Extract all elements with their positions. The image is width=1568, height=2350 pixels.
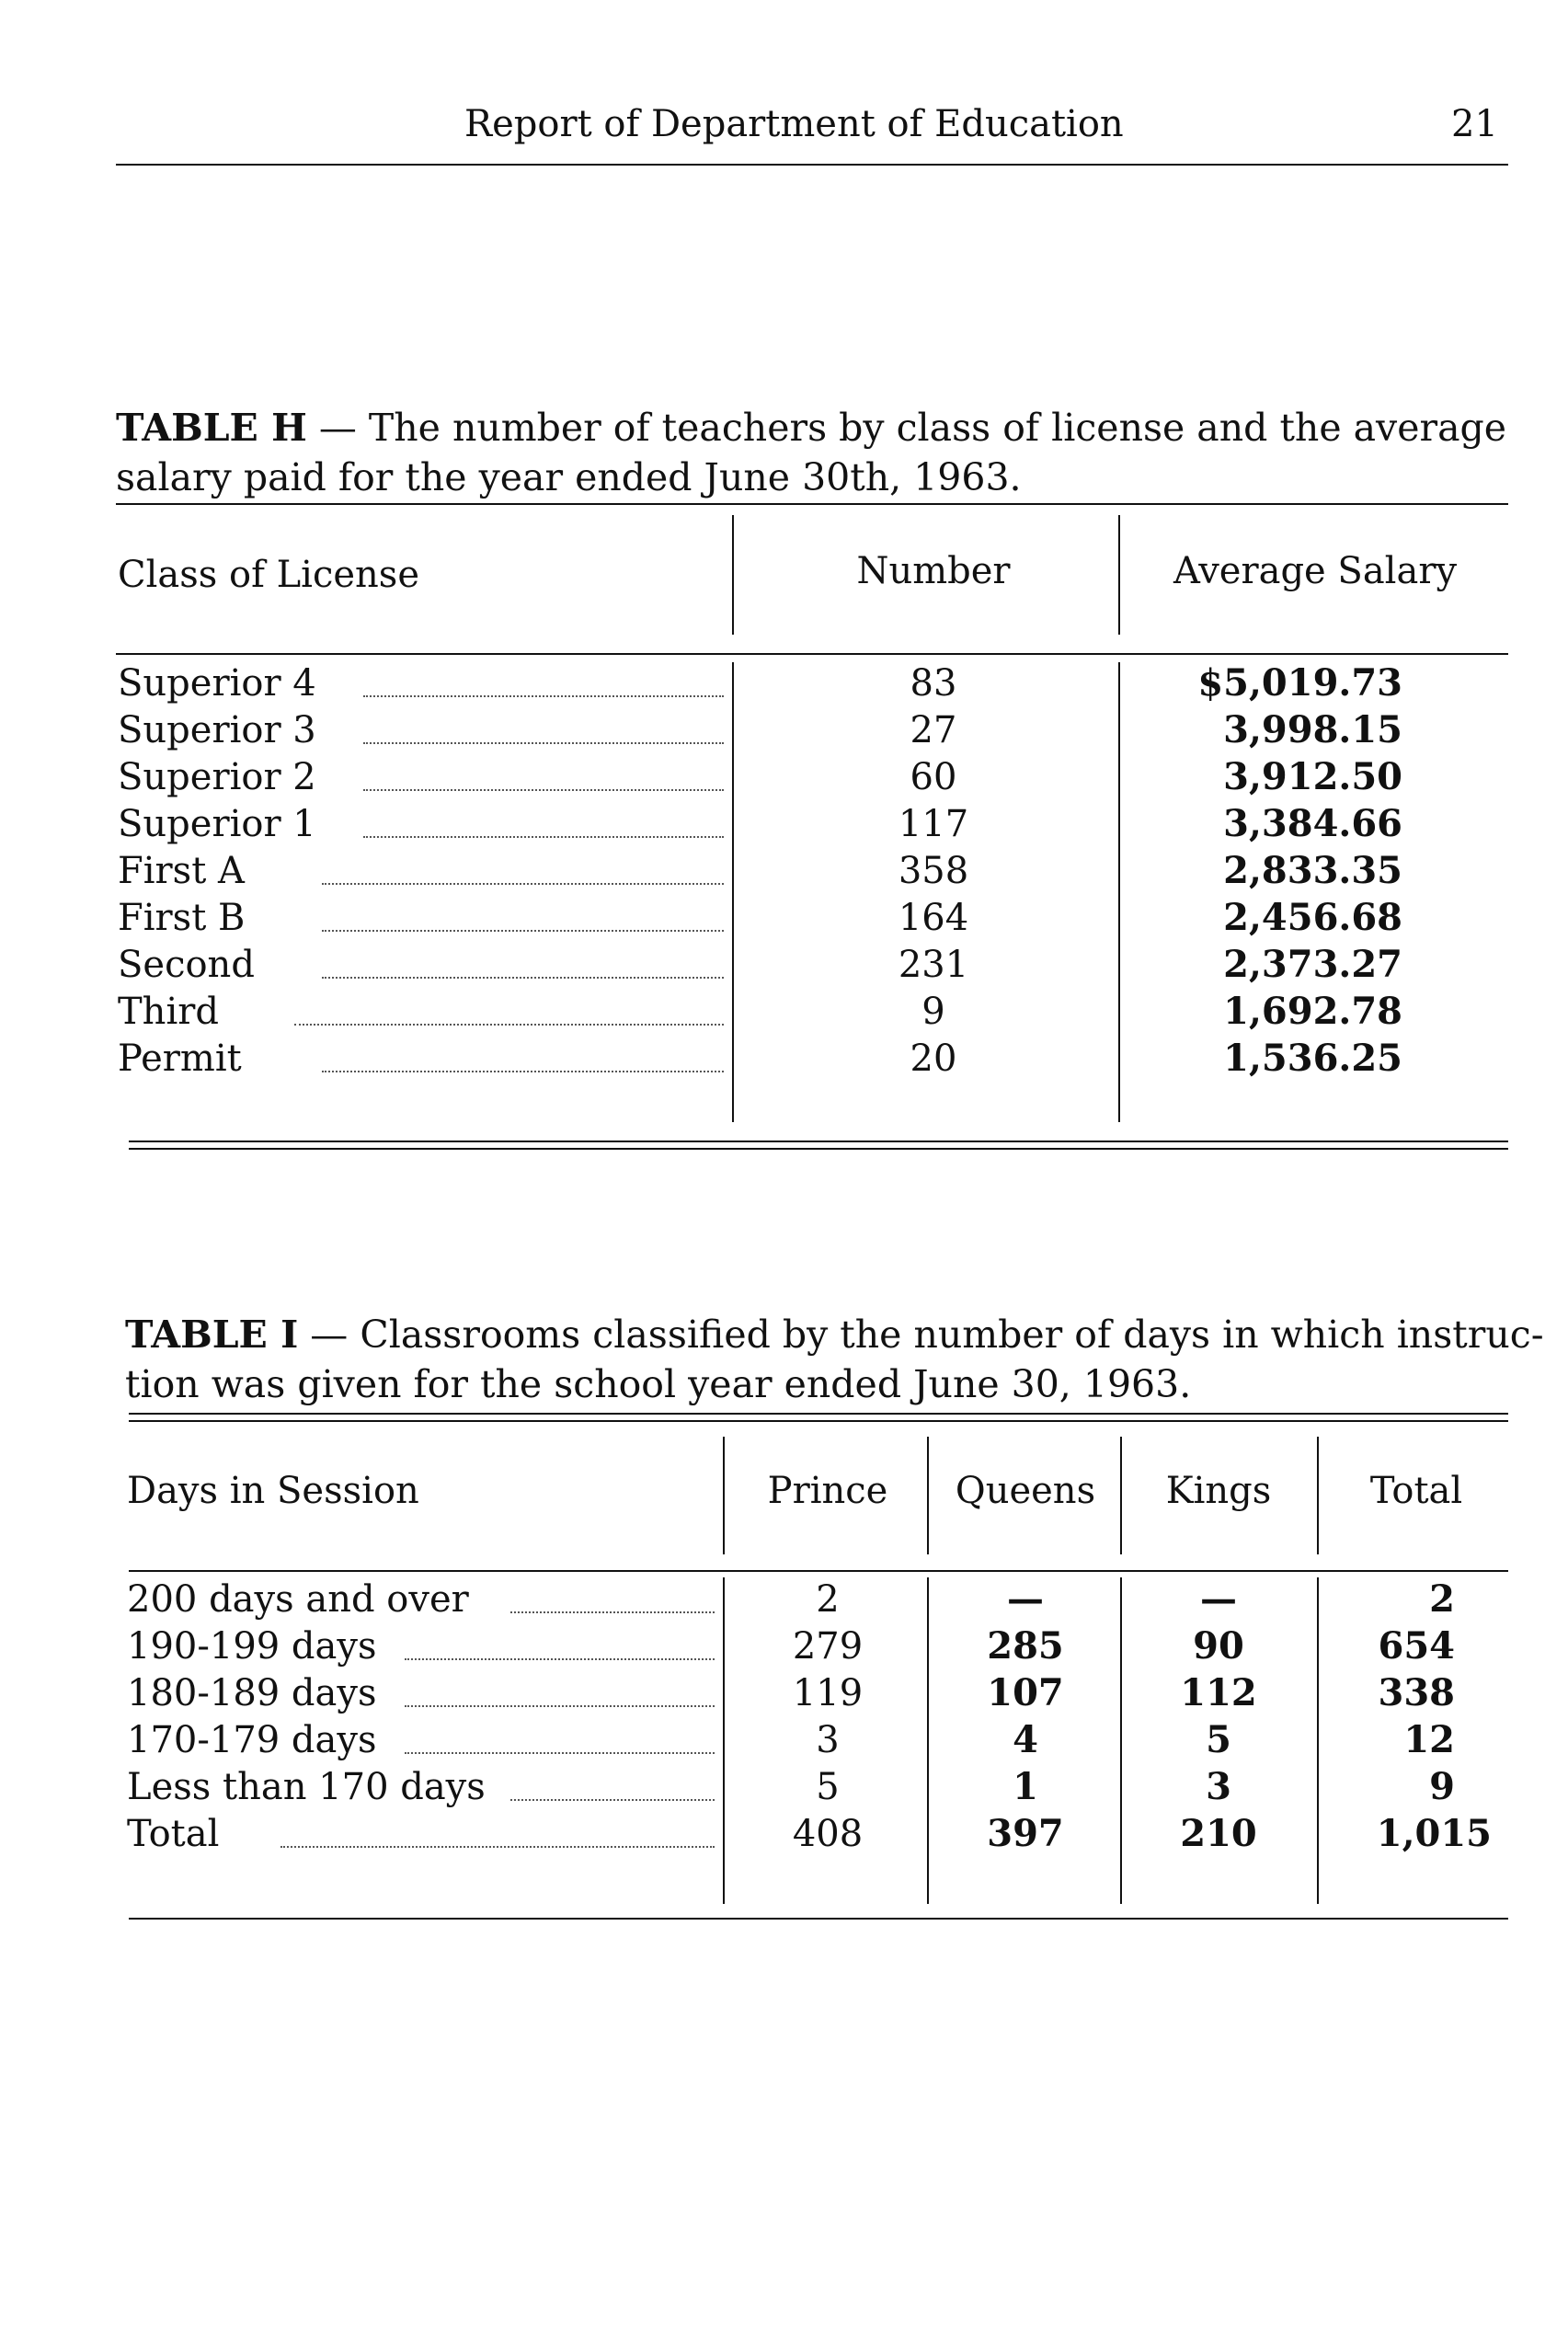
table-i-label: TABLE I	[125, 1313, 299, 1357]
table-h-row-label: Superior 2	[118, 756, 316, 798]
table-h-header-divider-2	[1118, 515, 1120, 635]
table-h-header-divider-1	[732, 515, 734, 635]
running-header-title: Report of Department of Education	[464, 103, 1124, 145]
table-i-body-divider-4	[1317, 1577, 1319, 1904]
table-h-row-label: Third	[118, 991, 219, 1033]
table-h-row-salary: $5,019.73	[1197, 661, 1402, 705]
table-i-row-total: 9	[1429, 1765, 1455, 1808]
table-i-body-divider-1	[723, 1577, 725, 1904]
table-h-top-rule	[116, 503, 1508, 505]
leader-dots	[510, 1608, 715, 1613]
table-i-row-queens: 397	[987, 1812, 1064, 1855]
leader-dots	[405, 1655, 715, 1660]
table-i-row-prince: 3	[816, 1719, 840, 1761]
table-h-col-class: Class of License	[118, 554, 420, 596]
table-h-caption-line-1	[116, 403, 1506, 453]
table-h-caption-text-1: — The number of teachers by class of license and the average	[306, 406, 1507, 450]
table-h-body-divider-1	[732, 662, 734, 1122]
leader-dots	[322, 1067, 724, 1072]
table-h-row-number: 231	[898, 944, 969, 986]
leader-dots	[322, 926, 724, 932]
table-i-top-rule-1	[129, 1413, 1508, 1415]
table-i-header-divider-3	[1120, 1437, 1122, 1554]
table-i-body-divider-3	[1120, 1577, 1122, 1904]
table-i-col-total: Total	[1369, 1470, 1463, 1512]
table-i-col-prince: Prince	[767, 1470, 888, 1512]
leader-dots	[294, 1020, 724, 1026]
table-h-row-salary: 2,373.27	[1223, 943, 1402, 986]
table-i-row-prince: 119	[792, 1672, 864, 1714]
table-i-row-total: 12	[1403, 1718, 1455, 1761]
table-h-row-salary: 1,536.25	[1223, 1037, 1402, 1080]
table-h-row-salary: 3,912.50	[1223, 755, 1402, 798]
table-i-row-queens: 285	[987, 1624, 1064, 1668]
table-h-row-label: Superior 4	[118, 662, 316, 705]
leader-dots	[405, 1702, 715, 1707]
table-i-row-prince: 2	[816, 1578, 840, 1621]
table-i-row-queens: 4	[1013, 1718, 1038, 1761]
table-i-header-divider-2	[927, 1437, 929, 1554]
table-h-row-label: First A	[118, 850, 245, 892]
table-h-header-rule	[116, 653, 1508, 655]
table-i-row-total: 2	[1429, 1577, 1455, 1621]
table-i-row-label: Total	[127, 1813, 220, 1855]
table-h-row-number: 83	[910, 662, 957, 705]
table-i-row-total: 1,015	[1376, 1812, 1492, 1855]
table-h-caption-line-2: salary paid for the year ended June 30th, 1963.	[116, 455, 1022, 499]
table-h-row-number: 20	[910, 1037, 957, 1080]
table-i-header-divider-1	[723, 1437, 725, 1554]
table-i-row-total: 338	[1378, 1671, 1455, 1714]
table-h-col-number: Number	[856, 550, 1011, 592]
table-i-col-queens: Queens	[955, 1470, 1096, 1512]
leader-dots	[363, 739, 724, 744]
leader-dots	[363, 785, 724, 791]
table-i-body-divider-2	[927, 1577, 929, 1904]
table-i-caption	[125, 1310, 1544, 1409]
table-i-row-total: 654	[1378, 1624, 1455, 1668]
table-i-row-label: 170-179 days	[127, 1719, 377, 1761]
table-i-row-kings: —	[1200, 1577, 1237, 1621]
leader-dots	[322, 879, 724, 885]
table-h-row-number: 60	[910, 756, 957, 798]
table-i-row-prince: 279	[792, 1625, 864, 1668]
table-i-caption-line-1	[125, 1310, 1544, 1359]
table-i-row-label: Less than 170 days	[127, 1766, 486, 1808]
table-i-row-label: 190-199 days	[127, 1625, 377, 1668]
table-h-row-salary: 3,998.15	[1223, 708, 1402, 751]
table-h-row-number: 27	[910, 709, 957, 751]
table-i-row-kings: 5	[1206, 1718, 1231, 1761]
table-i-caption-line-2: tion was given for the school year ended June 30, 1963.	[125, 1362, 1192, 1406]
table-h-row-number: 358	[898, 850, 969, 892]
table-i-row-label: 180-189 days	[127, 1672, 377, 1714]
table-i-col-kings: Kings	[1165, 1470, 1272, 1512]
table-h-bottom-rule-1	[129, 1141, 1508, 1142]
table-h-row-salary: 1,692.78	[1223, 990, 1402, 1033]
leader-dots	[363, 692, 724, 697]
table-h-row-salary: 3,384.66	[1223, 802, 1402, 845]
table-h-row-label: Superior 3	[118, 709, 316, 751]
leader-dots	[280, 1842, 715, 1848]
leader-dots	[405, 1748, 715, 1754]
table-h-bottom-rule-2	[129, 1148, 1508, 1150]
table-i-row-kings: 210	[1180, 1812, 1257, 1855]
table-i-row-kings: 112	[1180, 1671, 1257, 1714]
table-i-caption-text-1: — Classrooms classified by the number of days in which instruc-	[298, 1313, 1544, 1357]
table-h-row-number: 117	[898, 803, 969, 845]
table-h-col-salary: Average Salary	[1173, 550, 1458, 592]
table-i-bottom-rule	[129, 1918, 1508, 1920]
table-h-row-label: First B	[118, 897, 246, 939]
table-h-body-divider-2	[1118, 662, 1120, 1122]
table-i-row-prince: 408	[792, 1813, 864, 1855]
table-i-row-kings: 3	[1206, 1765, 1231, 1808]
leader-dots	[322, 973, 724, 979]
page-number: 21	[1451, 103, 1498, 145]
table-i-row-queens: 107	[987, 1671, 1064, 1714]
leader-dots	[510, 1795, 715, 1801]
table-i-header-rule	[129, 1570, 1508, 1572]
table-h-row-label: Second	[118, 944, 255, 986]
leader-dots	[363, 832, 724, 838]
table-h-caption	[116, 403, 1506, 502]
table-i-row-queens: 1	[1013, 1765, 1038, 1808]
table-i-row-prince: 5	[816, 1766, 840, 1808]
table-h-label: TABLE H	[116, 406, 307, 450]
table-h-row-label: Superior 1	[118, 803, 316, 845]
table-i-row-label: 200 days and over	[127, 1578, 469, 1621]
table-h-row-salary: 2,833.35	[1223, 849, 1402, 892]
table-h-row-number: 164	[898, 897, 969, 939]
table-i-top-rule-2	[129, 1420, 1508, 1422]
table-i-row-queens: —	[1007, 1577, 1044, 1621]
header-rule	[116, 164, 1508, 166]
table-h-row-salary: 2,456.68	[1223, 896, 1402, 939]
table-h-row-number: 9	[921, 991, 945, 1033]
table-i-row-kings: 90	[1193, 1624, 1244, 1668]
table-i-header-divider-4	[1317, 1437, 1319, 1554]
table-i-col-days: Days in Session	[127, 1470, 419, 1512]
table-h-row-label: Permit	[118, 1037, 242, 1080]
